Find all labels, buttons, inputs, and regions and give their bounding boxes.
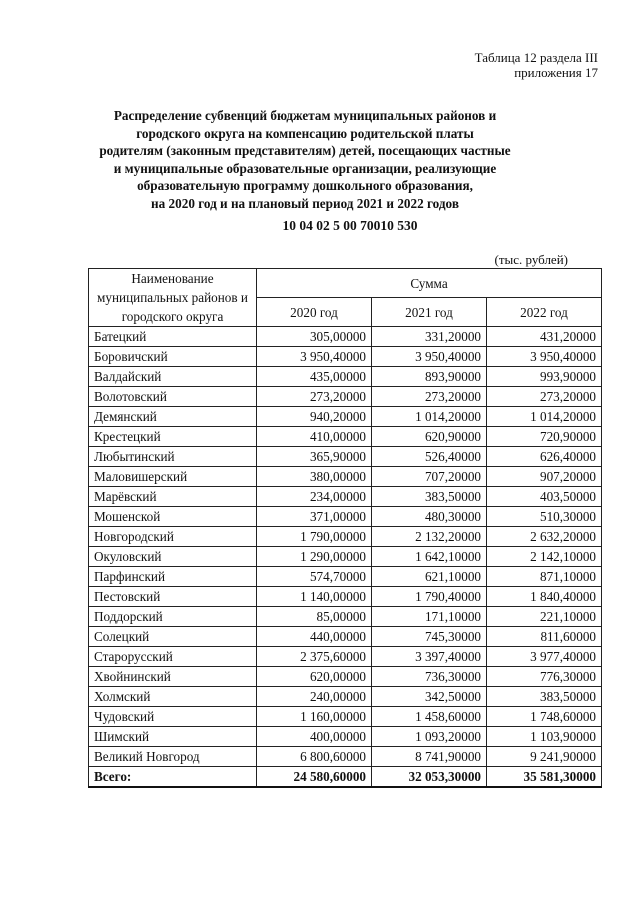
table-row	[89, 647, 602, 667]
cell-district-name: Демянский	[89, 407, 257, 427]
cell-sum-2022: 1 748,60000	[487, 707, 602, 727]
cell-district-name: Солецкий	[89, 627, 257, 647]
cell-sum-2022: 1 014,20000	[487, 407, 602, 427]
title-line: городского округа на компенсацию родительской платы	[136, 125, 474, 141]
cell-sum-2022: 1 840,40000	[487, 587, 602, 607]
table-row	[89, 687, 602, 707]
cell-sum-2020: 440,00000	[257, 627, 372, 647]
cell-district-name: Хвойнинский	[89, 667, 257, 687]
cell-sum-2021: 3 397,40000	[372, 647, 487, 667]
table-row	[89, 347, 602, 367]
title-line: Распределение субвенций бюджетам муниципальных районов и	[113, 108, 497, 123]
cell-sum-2022: 273,20000	[487, 387, 602, 407]
unit-label: (тыс. рублей)	[494, 252, 568, 267]
table-row	[89, 607, 602, 627]
title-line: образовательную программу дошкольного образования,	[137, 178, 473, 194]
column-header-2022: 2022 год	[487, 298, 602, 327]
cell-sum-2022: 431,20000	[487, 327, 602, 347]
table-header-row	[89, 269, 602, 298]
cell-district-name: Мошенской	[89, 507, 257, 527]
cell-sum-2021: 1 790,40000	[372, 587, 487, 607]
reference-line-table: Таблица 12 раздела III	[474, 50, 598, 65]
budget-classification-code: 10 04 02 5 00 70010 530	[282, 218, 418, 233]
table-row	[89, 507, 602, 527]
cell-district-name: Великий Новгород	[89, 747, 257, 767]
table-row	[89, 487, 602, 507]
cell-sum-2020: 234,00000	[257, 487, 372, 507]
cell-sum-2022: 720,90000	[487, 427, 602, 447]
column-header-2021: 2021 год	[372, 298, 487, 327]
total-cell-district-name: Всего:	[89, 767, 257, 788]
cell-sum-2020: 6 800,60000	[257, 747, 372, 767]
cell-sum-2021: 736,30000	[372, 667, 487, 687]
cell-sum-2021: 342,50000	[372, 687, 487, 707]
cell-sum-2022: 3 977,40000	[487, 647, 602, 667]
cell-sum-2022: 3 950,40000	[487, 347, 602, 367]
cell-district-name: Старорусский	[89, 647, 257, 667]
cell-sum-2021: 893,90000	[372, 367, 487, 387]
table-row	[89, 447, 602, 467]
cell-sum-2022: 9 241,90000	[487, 747, 602, 767]
cell-sum-2020: 940,20000	[257, 407, 372, 427]
cell-sum-2021: 620,90000	[372, 427, 487, 447]
cell-sum-2021: 171,10000	[372, 607, 487, 627]
table-row	[89, 707, 602, 727]
table-row	[89, 367, 602, 387]
cell-district-name: Батецкий	[89, 327, 257, 347]
cell-sum-2021: 273,20000	[372, 387, 487, 407]
reference-line-appendix: приложения 17	[514, 65, 598, 80]
cell-sum-2020: 574,70000	[257, 567, 372, 587]
cell-district-name: Окуловский	[89, 547, 257, 567]
table-row	[89, 627, 602, 647]
document-title	[0, 107, 640, 213]
cell-district-name: Парфинский	[89, 567, 257, 587]
table-row	[89, 527, 602, 547]
cell-district-name: Новгородский	[89, 527, 257, 547]
cell-sum-2021: 383,50000	[372, 487, 487, 507]
table-row	[89, 407, 602, 427]
table-total-row	[89, 767, 602, 788]
cell-sum-2020: 1 160,00000	[257, 707, 372, 727]
cell-sum-2021: 1 642,10000	[372, 547, 487, 567]
cell-district-name: Холмский	[89, 687, 257, 707]
title-line: и муниципальные образовательные организации, реализующие	[113, 160, 497, 176]
cell-sum-2021: 1 014,20000	[372, 407, 487, 427]
cell-sum-2020: 2 375,60000	[257, 647, 372, 667]
cell-sum-2020: 1 790,00000	[257, 527, 372, 547]
cell-district-name: Боровичский	[89, 347, 257, 367]
total-cell-sum-2022: 35 581,30000	[487, 767, 602, 788]
cell-sum-2020: 371,00000	[257, 507, 372, 527]
document-reference	[475, 50, 598, 80]
cell-sum-2020: 305,00000	[257, 327, 372, 347]
cell-sum-2022: 383,50000	[487, 687, 602, 707]
table-row	[89, 747, 602, 767]
cell-sum-2020: 365,90000	[257, 447, 372, 467]
cell-sum-2022: 221,10000	[487, 607, 602, 627]
cell-sum-2021: 1 458,60000	[372, 707, 487, 727]
total-cell-sum-2021: 32 053,30000	[372, 767, 487, 788]
cell-sum-2022: 776,30000	[487, 667, 602, 687]
cell-sum-2020: 1 140,00000	[257, 587, 372, 607]
column-header-2020: 2020 год	[257, 298, 372, 327]
cell-sum-2021: 745,30000	[372, 627, 487, 647]
table-row	[89, 327, 602, 347]
table-body	[89, 327, 602, 788]
cell-sum-2021: 3 950,40000	[372, 347, 487, 367]
cell-sum-2020: 240,00000	[257, 687, 372, 707]
cell-sum-2021: 707,20000	[372, 467, 487, 487]
cell-sum-2021: 526,40000	[372, 447, 487, 467]
cell-sum-2022: 871,10000	[487, 567, 602, 587]
cell-district-name: Чудовский	[89, 707, 257, 727]
title-line: на 2020 год и на плановый период 2021 и 2022 годов	[151, 195, 459, 211]
cell-sum-2021: 8 741,90000	[372, 747, 487, 767]
cell-sum-2020: 410,00000	[257, 427, 372, 447]
cell-sum-2021: 1 093,20000	[372, 727, 487, 747]
table-row	[89, 587, 602, 607]
cell-sum-2022: 510,30000	[487, 507, 602, 527]
subvention-table	[88, 268, 602, 788]
cell-district-name: Маловишерский	[89, 467, 257, 487]
table-row	[89, 667, 602, 687]
table-row	[89, 727, 602, 747]
cell-sum-2022: 2 632,20000	[487, 527, 602, 547]
cell-district-name: Крестецкий	[89, 427, 257, 447]
table-row	[89, 427, 602, 447]
cell-sum-2022: 2 142,10000	[487, 547, 602, 567]
column-header-name: Наименование муниципальных районов и городского округа	[89, 269, 257, 327]
cell-sum-2020: 1 290,00000	[257, 547, 372, 567]
table-row	[89, 567, 602, 587]
cell-sum-2021: 2 132,20000	[372, 527, 487, 547]
total-cell-sum-2020: 24 580,60000	[257, 767, 372, 788]
cell-sum-2020: 435,00000	[257, 367, 372, 387]
cell-district-name: Любытинский	[89, 447, 257, 467]
cell-sum-2022: 907,20000	[487, 467, 602, 487]
table-row	[89, 387, 602, 407]
cell-district-name: Поддорский	[89, 607, 257, 627]
cell-sum-2021: 331,20000	[372, 327, 487, 347]
cell-sum-2022: 811,60000	[487, 627, 602, 647]
cell-sum-2020: 400,00000	[257, 727, 372, 747]
cell-sum-2022: 626,40000	[487, 447, 602, 467]
cell-sum-2020: 273,20000	[257, 387, 372, 407]
cell-sum-2021: 621,10000	[372, 567, 487, 587]
cell-district-name: Волотовский	[89, 387, 257, 407]
cell-sum-2020: 3 950,40000	[257, 347, 372, 367]
cell-district-name: Пестовский	[89, 587, 257, 607]
title-line: родителям (законным представителям) детей, посещающих частные	[99, 143, 511, 159]
cell-sum-2020: 85,00000	[257, 607, 372, 627]
cell-district-name: Валдайский	[89, 367, 257, 387]
table-row	[89, 547, 602, 567]
cell-district-name: Марёвский	[89, 487, 257, 507]
cell-sum-2020: 380,00000	[257, 467, 372, 487]
table-row	[89, 467, 602, 487]
cell-sum-2022: 993,90000	[487, 367, 602, 387]
cell-sum-2020: 620,00000	[257, 667, 372, 687]
column-header-sum: Сумма	[257, 269, 602, 298]
cell-sum-2021: 480,30000	[372, 507, 487, 527]
cell-district-name: Шимский	[89, 727, 257, 747]
cell-sum-2022: 403,50000	[487, 487, 602, 507]
cell-sum-2022: 1 103,90000	[487, 727, 602, 747]
